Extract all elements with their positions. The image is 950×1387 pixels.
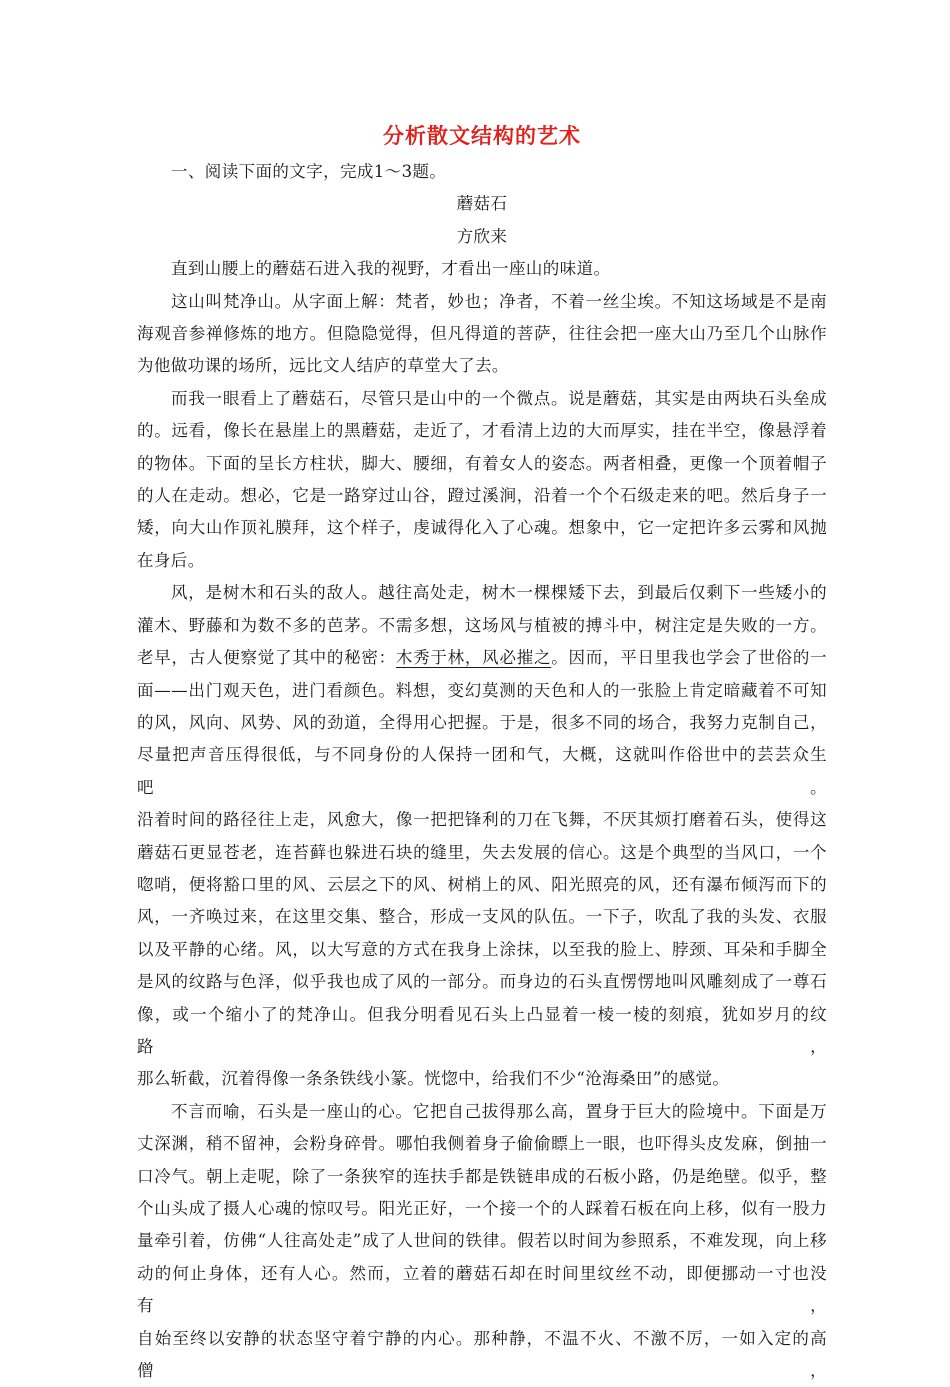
paragraph-line: 沿着时间的路径往上走，风愈大，像一把把锋利的刀在飞舞，不厌其烦打磨着石头，使得这: [137, 810, 827, 830]
paragraph-line: 风，一齐唤过来，在这里交集、整合，形成一支风的队伍。一下子，吹乱了我的头发、衣服: [137, 907, 827, 927]
line-segment: 老早，古人便察觉了其中的秘密：: [137, 648, 396, 668]
paragraph-line: 为他做功课的场所，远比文人结庐的草堂大了去。: [137, 356, 509, 376]
document-title: 分析散文结构的艺术: [383, 123, 581, 148]
paragraph-line: 量牵引着，仿佛“人往高处走”成了人世间的铁律。假若以时间为参照系，不难发现，向上移: [137, 1231, 827, 1251]
paragraph-line: 唿哨，便将豁口里的风、云层之下的风、树梢上的风、阳光照亮的风，还有瀑布倾泻而下的: [137, 874, 827, 894]
paragraph-line: 那么斩截，沉着得像一条条铁线小篆。恍惚中，给我们不少“沧海桑田”的感觉。: [137, 1069, 730, 1089]
paragraph-line: 个山头成了摄人心魂的惊叹号。阳光正好，一个接一个的人踩着石板在向上移，似有一股力: [137, 1199, 827, 1218]
paragraph-line: 不言而喻，石头是一座山的心。它把自己拔得那么高，置身于巨大的险境中。下面是万: [171, 1101, 827, 1121]
paragraph-line: 口冷气。朝上走呢，除了一条狭窄的连扶手都是铁链串成的石板小路，仍是绝壁。似乎，整: [137, 1166, 827, 1186]
paragraph-line: 在身后。: [137, 550, 205, 570]
question-instruction: 一、阅读下面的文字，完成1～3题。: [171, 162, 447, 181]
paragraph-line: 以及平静的心绪。风，以大写意的方式在我身上涂抹，以至我的脸上、脖颈、耳朵和手脚全: [137, 939, 827, 959]
paragraph-line: 的物体。下面的呈长方柱状，脚大、腰细，有着女人的姿态。两者相叠，更像一个顶着帽子: [137, 453, 827, 473]
paragraph-line: 尽量把声音压得很低，与不同身份的人保持一团和气，大概，这就叫作俗世中的芸芸众生吧。: [137, 745, 827, 797]
paragraph-line: 的人在走动。想必，它是一路穿过山谷，蹬过溪涧，沿着一个个石级走来的吧。然后身子一: [137, 486, 827, 506]
paragraph-line: 的风，风向、风势、风的劲道，全得用心把握。于是，很多不同的场合，我努力克制自己，: [137, 712, 827, 732]
paragraph-line: 直到山腰上的蘑菇石进入我的视野，才看出一座山的味道。: [171, 259, 611, 279]
paragraph-line: 而我一眼看上了蘑菇石，尽管只是山中的一个微点。说是蘑菇，其实是由两块石头垒成: [171, 388, 827, 408]
paragraph-line: 这山叫梵净山。从字面上解：梵者，妙也；净者，不着一丝尘埃。不知这场域是不是南: [171, 291, 827, 311]
article-author: 方欣来: [456, 226, 508, 246]
paragraph-line: 丈深渊，稍不留神，会粉身碎骨。哪怕我侧着身子偷偷瞟上一眼，也吓得头皮发麻，倒抽一: [137, 1134, 827, 1154]
paragraph-line: 像，或一个缩小了的梵净山。但我分明看见石头上凸显着一棱一棱的刻痕，犹如岁月的纹路，: [137, 1004, 827, 1056]
paragraph-line: 是风的纹路与色泽，似乎我也成了风的一部分。而身边的石头直愣愣地叫风雕刻成了一尊石: [137, 972, 827, 992]
article-title: 蘑菇石: [456, 194, 508, 214]
paragraph-line: 自始至终以安静的状态坚守着宁静的内心。那种静，不温不火、不激不厉，一如入定的高僧，: [137, 1328, 827, 1381]
paragraph-line: 的。远看，像长在悬崖上的黑蘑菇，走近了，才看清上边的大而厚实，挂在半空，像悬浮着: [137, 421, 827, 441]
paragraph-line: 风，是树木和石头的敌人。越往高处走，树木一棵棵矮下去，到最后仅剩下一些矮小的: [171, 583, 827, 603]
paragraph-line: 矮，向大山作顶礼膜拜，这个样子，虔诚得化入了心魂。想象中，它一定把许多云雾和风抛: [137, 518, 827, 538]
document-page: [137, 118, 827, 1387]
paragraph-line: 动的何止身体，还有人心。然而，立着的蘑菇石却在时间里纹丝不动，即便挪动一寸也没有，: [137, 1263, 827, 1316]
paragraph-line: 面——出门观天色，进门看颜色。料想，变幻莫测的天色和人的一张脸上肯定暗藏着不可知: [137, 680, 827, 700]
paragraph-line: 海观音参禅修炼的地方。但隐隐觉得，但凡得道的菩萨，往往会把一座大山乃至几个山脉作: [137, 324, 827, 344]
paragraph-line: 灌木、野藤和为数不多的芭茅。不需多想，这场风与植被的搏斗中，树注定是失败的一方。: [137, 615, 827, 635]
underlined-quote: 木秀于林，风必摧之: [395, 648, 552, 668]
line-segment: 。因而，平日里我也学会了世俗的一: [551, 648, 827, 668]
paragraph-line: 蘑菇石更显苍老，连苔藓也躲进石块的缝里，失去发展的信心。这是个典型的当风口，一个: [137, 842, 827, 862]
paragraph-line-with-underline: [137, 642, 827, 674]
